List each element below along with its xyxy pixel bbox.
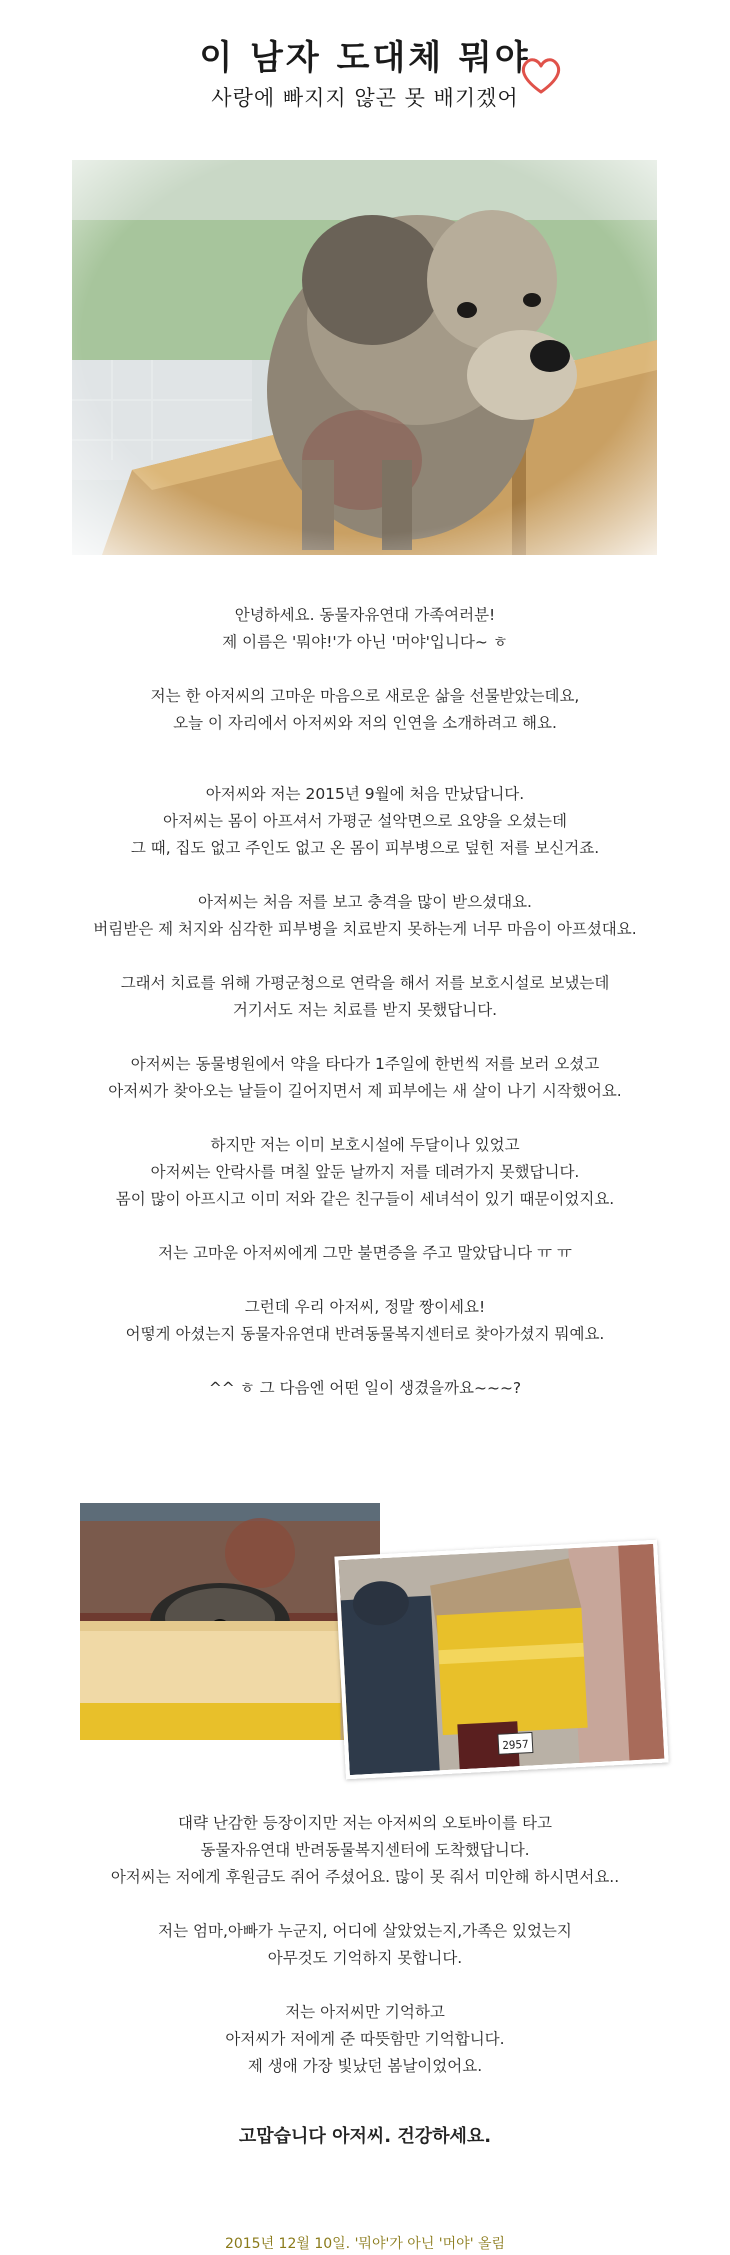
text-line: 제 이름은 '뭐야!'가 아닌 '머야'입니다~ ㅎ [222,633,508,651]
story-text [0,781,730,1402]
text-line: 어떻게 아셨는지 동물자유연대 반려동물복지센터로 찾아가셨지 뭐예요. [125,1325,605,1343]
text-line [0,1105,730,1132]
text-line: ^^ ㅎ 그 다음엔 어떤 일이 생겼을까요~~~? [208,1379,522,1397]
text-line: 아저씨는 저에게 후원금도 쥐어 주셨어요. 많이 못 줘서 미안해 하시면서요.. [110,1868,620,1886]
text-line: 저는 아저씨만 기억하고 [285,2003,445,2021]
text-line: 안녕하세요. 동물자유연대 가족여러분! [234,606,496,624]
text-line: 아저씨는 처음 저를 보고 충격을 많이 받으셨대요. [198,893,532,911]
page-subtitle: 사랑에 빠지지 않곤 못 배기겠어 [211,86,519,110]
text-line [0,1024,730,1051]
text-line: 저는 한 아저씨의 고마운 마음으로 새로운 삶을 선물받았는데요, [150,687,580,705]
text-line: 동물자유연대 반려동물복지센터에 도착했답니다. [200,1841,530,1859]
text-line: 제 생애 가장 빛났던 봄날이었어요. [247,2057,483,2075]
text-line [0,1972,730,1999]
text-line: 아저씨와 저는 2015년 9월에 처음 만났답니다. [205,785,525,803]
signature-footer: 2015년 12월 10일. '뭐야'가 아닌 '머야' 올림 [224,2236,506,2252]
license-plate: 2957 [501,1737,530,1753]
dog-photo [72,160,657,555]
closing-message: 고맙습니다 아저씨. 건강하세요. [238,2126,492,2147]
text-line [0,943,730,970]
text-line [0,862,730,889]
text-line: 아저씨는 동물병원에서 약을 타다가 1주일에 한번씩 저를 보러 오셨고 [130,1055,600,1073]
page-title: 이 남자 도대체 뭐야 [199,38,531,78]
text-line: 하지만 저는 이미 보호시설에 두달이나 있었고 [210,1136,520,1154]
text-line: 아저씨는 안락사를 며칠 앞둔 날까지 저를 데려가지 못했답니다. [150,1163,580,1181]
text-line: 아저씨가 저에게 준 따뜻함만 기억합니다. [225,2030,505,2048]
text-line [0,1348,730,1375]
text-line: 거기서도 저는 치료를 받지 못했답니다. [232,1001,498,1019]
text-line: 아저씨가 찾아오는 날들이 길어지면서 제 피부에는 새 살이 나기 시작했어요. [108,1082,622,1100]
text-line [0,656,730,683]
text-line: 오늘 이 자리에서 아저씨와 저의 인연을 소개하려고 해요. [173,714,557,732]
text-line [0,1891,730,1918]
text-line: 저는 고마운 아저씨에게 그만 불면증을 주고 말았답니다 ㅠ ㅠ [158,1244,572,1262]
ending-text [0,1810,730,2080]
text-line: 아저씨는 몸이 아프셔서 가평군 설악면으로 요양을 오셨는데 [163,812,567,830]
text-line: 아무것도 기억하지 못합니다. [267,1949,463,1967]
text-line: 몸이 많이 아프시고 이미 저와 같은 친구들이 세녀석이 있기 때문이었지요. [115,1190,615,1208]
text-line [0,1213,730,1240]
text-line: 대략 난감한 등장이지만 저는 아저씨의 오토바이를 타고 [178,1814,552,1832]
text-line [0,1267,730,1294]
text-line: 저는 엄마,아빠가 누군지, 어디에 살았었는지,가족은 있었는지 [158,1922,572,1940]
text-line: 그래서 치료를 위해 가평군청으로 연락을 해서 저를 보호시설로 보냈는데 [120,974,610,992]
dog-in-box-photo [80,1503,380,1740]
text-line: 버림받은 제 처지와 심각한 피부병을 치료받지 못하는게 너무 마음이 아프셨대요. [93,920,637,938]
text-line: 그런데 우리 아저씨, 정말 짱이세요! [244,1298,486,1316]
intro-text [0,602,730,737]
motorbike-crate-photo [334,1540,668,1780]
text-line: 그 때, 집도 없고 주인도 없고 온 몸이 피부병으로 덮힌 저를 보신거죠. [130,839,600,857]
